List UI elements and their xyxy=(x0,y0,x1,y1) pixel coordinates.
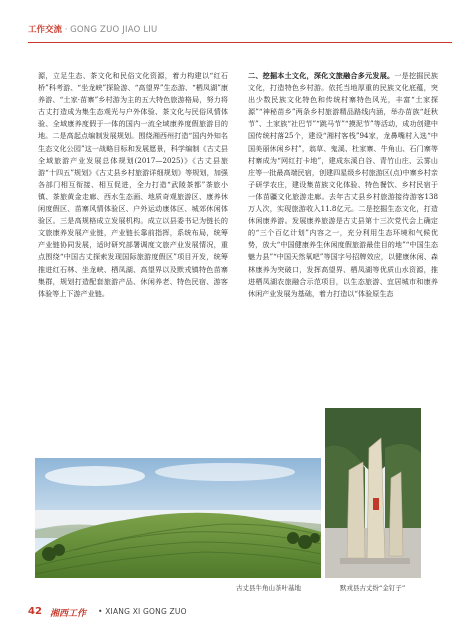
right-paragraph xyxy=(248,70,438,300)
page-number: 42 xyxy=(28,606,42,617)
section-label xyxy=(28,24,157,36)
right-column xyxy=(248,70,438,390)
stone-monument-photo xyxy=(325,408,421,578)
tea-plantation-caption: 古丈县牛角山茶叶基地 xyxy=(236,584,301,592)
magazine-name-en-text: XIANG XI GONG ZUO xyxy=(105,607,187,616)
page-footer xyxy=(28,606,288,620)
footer-separator: • xyxy=(98,607,106,616)
section-title-en: GONG ZUO JIAO LIU xyxy=(70,25,158,35)
page-header xyxy=(28,24,452,43)
tea-plantation-photo xyxy=(35,458,321,578)
header-separator: · xyxy=(62,25,71,35)
left-column xyxy=(38,70,228,390)
right-paragraph-body: 一是挖掘民族文化，打造特色乡村游。依托当地厚重的民族文化底蕴，突出少数民族文化特色和传统村寨特色风光，丰富“土家探源”“神秘苗乡”两条乡村旅游精品路线内涵，举办苗族“赶秋节”、土家族“社巴节”“跳马节”“摸泥节”等活动，成功创建中国传统村落25个，建设“湘村客栈”94家，龙鼻嘴村入选“中国美丽休闲乡村”，翁草、鬼溪、杜家寨、牛角山、石门寨等村寨成为“网红打卡地”，建成东溪白谷、青竹山庄、云雾山庄等一批最高端民宿，创建四星级乡村旅游区(点)中寨乡村亲子研学农庄，建设集苗族文化体验、特色餐饮、乡村民宿于一体苗疆文化旅游走廊。去年古丈县乡村旅游接待游客138万人次，实现旅游收入11.8亿元。二是挖掘生态文化，打造休闲康养游。发展康养旅游是古丈县第十三次党代会上确定的“三个百亿计划”内容之一，充分利用生态环境和气候优势，放大“中国健康养生休闲度假旅游最佳目的地”“中国生态魅力县”“中国天然氧吧”等国字号招牌效应，以健康休闲、森林康养为突破口，发挥高望界、栖凤湖等优质山水资源，推进栖凤湖农旅融合示范项目，以生态旅游、宜居城市和康养休闲产业发展为基础，着力打造以“体验原生态 xyxy=(248,71,438,298)
magazine-name-en xyxy=(98,607,187,616)
magazine-logo: 湘西工作 xyxy=(50,609,87,619)
left-paragraph: 源，立足生态、茶文化和民俗文化资源，着力构建以“红石桥”科考游、“坐龙峡”探险游、“高望界”生态游、“栖凤湖”康养游、“土家·苗寨”乡村游为主的五大特色旅游格局，努力将古丈打造成为集生态观光与户外体验、茶文化与民俗风情体验、全域康养度假于一体的国内一流全域康养度假旅游目的地。二是高起点编制发展规划。围绕湘西州打造“国内外知名生态文化公园”这一战略目标和发展愿景，科学编制《古丈县全域旅游产业发展总体规划(2017—2025)》《古丈县旅游“十四五”规划》《古丈县乡村旅游详细规划》等规划，加强各部门相互衔接、相互促进，全力打造“武陵茶都”茶旅小镇、茶旅黄金走廊、西水生态画、地质奇观旅游区、康养休闲度假区、苗寨风情体验区、户外运动康体区、城郊休闲体验区。三是高规格成立发展机构。成立以县委书记为链长的文旅康养发展产业链，产业链长靠前指挥，系统布局，统筹产业链协同发展，适时研究部署调度文旅产业发展情况，重点围绕“中国古丈探索发现国际旅游度假区”项目开发，统筹推进红石林、坐龙峡、栖凤湖、高望界以及默戎镇特色苗寨集群，规划打造配套旅游产品、休闲养老、特色民宿、游客体验等上下游产业链。 xyxy=(38,71,228,298)
section-title-cn: 工作交流 xyxy=(28,25,63,35)
section-heading: 二、挖掘本土文化，深化文旅融合多元发展。 xyxy=(248,71,395,80)
monument-caption: 默戎县古丈纷“金钉子” xyxy=(340,584,406,592)
